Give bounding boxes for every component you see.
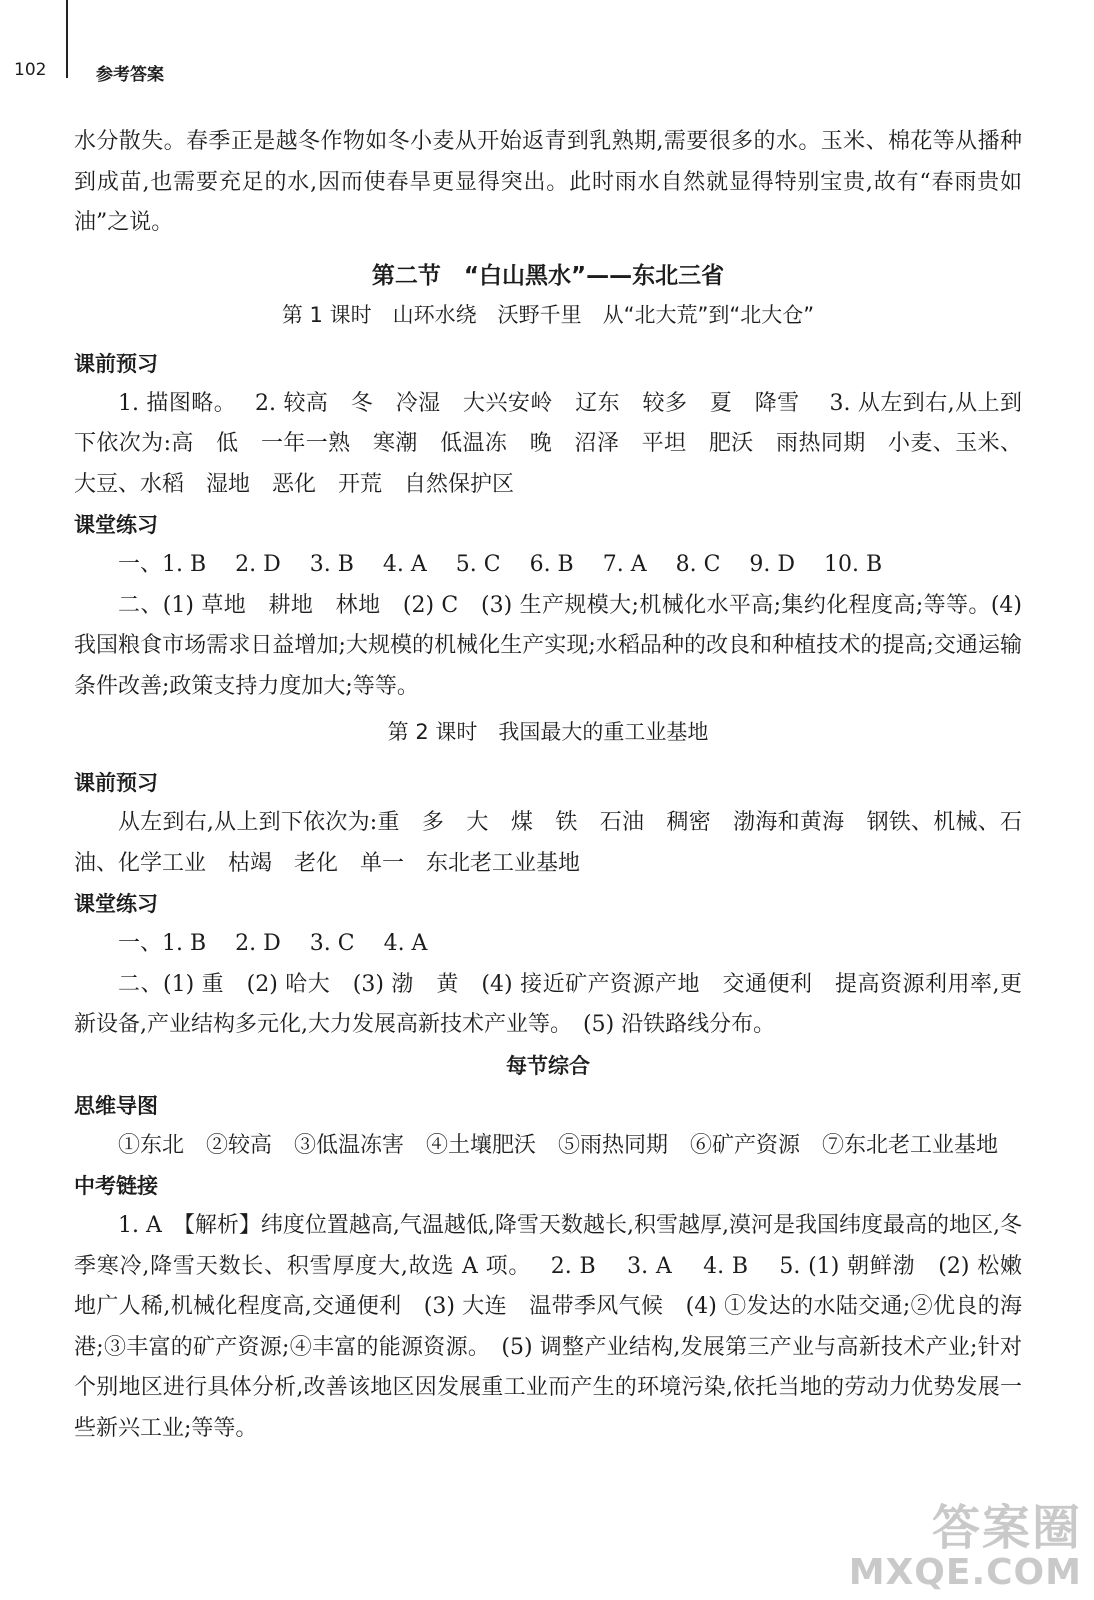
lesson2-preview-heading: 课前预习 (74, 771, 158, 795)
lesson1-title: 第 1 课时 山环水绕 沃野千里 从“北大荒”到“北大仓” (281, 302, 815, 327)
lesson2-preview-text: 从左到右,从上到下依次为:重 多 大 煤 铁 石油 稠密 渤海和黄海 钢铁、机械、石油、化学工业 枯竭 老化 单一 东北老工业基地 (74, 810, 1022, 876)
lesson1-practice-line: 一、1. B 2. D 3. B 4. A 5. C 6. B 7. A 8. C 9. D 10. B (118, 552, 883, 577)
header-rule (66, 0, 68, 78)
mindmap-heading: 思维导图 (74, 1093, 158, 1118)
lesson1-preview-text: 1. 描图略。 2. 较高 冬 冷湿 大兴安岭 辽东 较多 夏 降雪 3. 从左到右,从上到下依次为:高 低 一年一熟 寒潮 低温冻 晚 沼泽 平坦 肥沃 雨热同期 小麦、玉米、大豆、水稻 湿地 恶化 开荒 自然保护区 (74, 390, 1022, 497)
lesson1-preview-heading: 课前预习 (74, 351, 158, 376)
watermark-mark: 答案圈 (931, 1500, 1082, 1556)
exam-text: 1. A 【解析】纬度位置越高,气温越低,降雪天数越长,积雪越厚,漠河是我国纬度最高的地区,冬季寒冷,降雪天数长、积雪厚度大,故选 A 项。 2. B 3. A 4. B 5. (1) 朝鲜渤 (2) 松嫩 地广人稀,机械化程度高,交通便利 (3) 大连 温带季风气候 (4) ①发达的水陆交通;②优良的海港;③丰富的矿产资源;④丰富的能源资源。 (5) 调整产业结构,发展第三产业与高新技术产业;针对个别地区进行具体分析,改善该地区因发展重工业而产生的环境污染,依托当地的劳动力优势发展一些新兴工业;等等。 (74, 1213, 1045, 1441)
watermark (849, 1502, 1082, 1592)
lesson2-title: 第 2 课时 我国最大的重工业基地 (387, 720, 709, 744)
running-header: 参考答案 (96, 65, 164, 85)
lesson2-practice-line: 二、(1) 重 (2) 哈大 (3) 渤 黄 (4) 接近矿产资源产地 交通便利 提高资源利用率,更新设备,产业结构多元化,大力发展高新技术产业等。 (5) 沿铁路线分布。 (74, 971, 1022, 1037)
intro-paragraph: 水分散失。春季正是越冬作物如冬小麦从开始返青到乳熟期,需要很多的水。玉米、棉花等从播种到成苗,也需要充足的水,因而使春旱更显得突出。此时雨水自然就显得特别宝贵,故有“春雨贵如油”之说。 (74, 129, 1022, 235)
mindmap-text: ①东北 ②较高 ③低温冻害 ④土壤肥沃 ⑤雨热同期 ⑥矿产资源 ⑦东北老工业基地 (118, 1132, 999, 1158)
watermark-url: MXQE.COM (848, 1552, 1082, 1593)
lesson1-practice-line: 二、(1) 草地 耕地 林地 (2) C (3) 生产规模大;机械化水平高;集约化程度高;等等。(4) 我国粮食市场需求日益增加;大规模的机械化生产实现;水稻品种的改良和种植技术的提高;交通运输条件改善;政策支持力度加大;等等。 (74, 592, 1022, 699)
lesson2-practice-heading: 课堂练习 (74, 892, 158, 916)
summary-title: 每节综合 (506, 1053, 590, 1078)
page-body (74, 122, 1045, 1449)
lesson2-practice-line: 一、1. B 2. D 3. C 4. A (118, 931, 428, 956)
exam-heading: 中考链接 (74, 1174, 158, 1198)
page-number: 102 (14, 60, 47, 80)
lesson1-practice-heading: 课堂练习 (74, 513, 158, 537)
section-title: 第二节 “白山黑水”——东北三省 (371, 262, 725, 289)
